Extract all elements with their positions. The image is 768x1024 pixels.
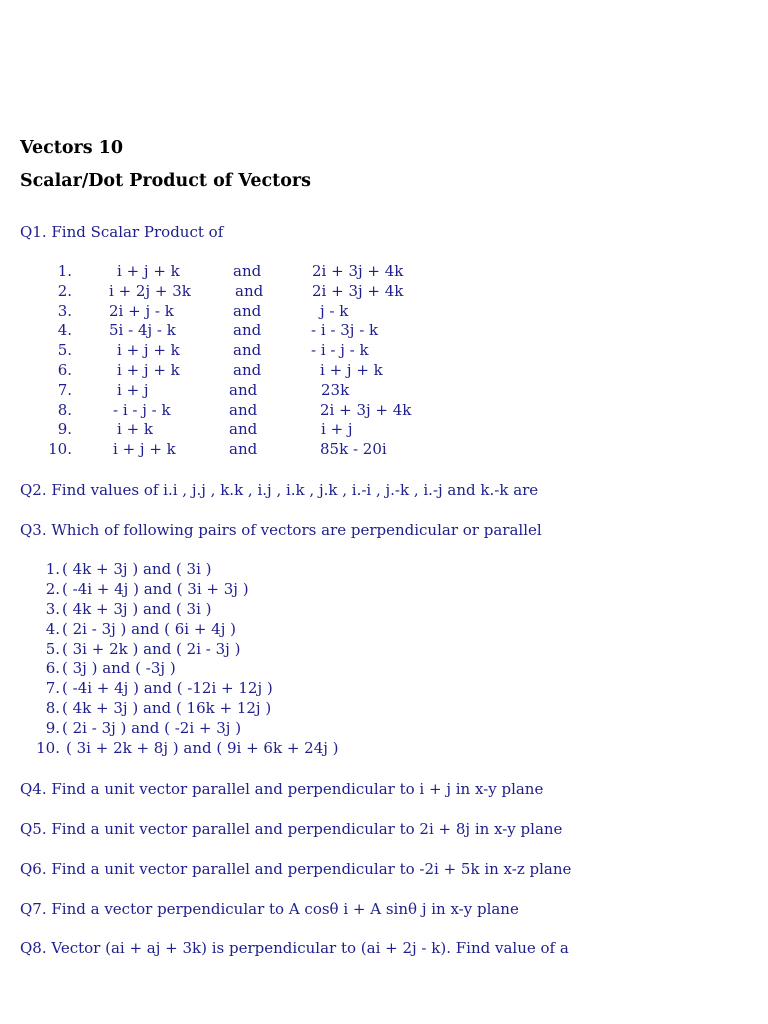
item-number: 1. [57,262,72,280]
conjunction: and [233,262,262,280]
vector-pair: ( 2i - 3j ) and ( 6i + 4j ) [62,619,237,638]
vector-a: 5i - 4j - k [109,321,176,340]
vector-a: i + 2j + 3k [109,281,191,300]
conjunction: and [233,341,262,360]
vector-b: 2i + 3j + 4k [312,262,404,280]
vector-b: 23k [321,380,350,399]
vector-pair: ( 3j ) and ( -3j ) [62,659,176,678]
vector-b: - i - j - k [311,341,369,360]
page-subtitle: Scalar/Dot Product of Vectors [20,171,311,191]
vector-a: 2i + j - k [109,301,174,320]
item-number: 7. [45,679,60,698]
question-3-prompt: Q3. Which of following pairs of vectors are perpendicular or parallel [20,521,542,539]
question-6: Q6. Find a unit vector parallel and perpendicular to -2i + 5k in x-z plane [20,860,572,878]
item-number: 5. [45,639,60,658]
vector-pair: ( -4i + 4j ) and ( -12i + 12j ) [62,679,273,698]
item-number: 3. [57,301,72,320]
vector-pair: ( 4k + 3j ) and ( 16k + 12j ) [62,699,272,718]
page-title: Vectors 10 [20,138,124,158]
vector-pair: ( -4i + 4j ) and ( 3i + 3j ) [62,579,249,598]
conjunction: and [233,360,262,379]
conjunction: and [233,301,262,320]
vector-a: i + j + k [113,440,176,459]
item-number: 4. [45,619,60,638]
question-7: Q7. Find a vector perpendicular to A cosθ i + A sinθ j in x-y plane [20,900,519,918]
vector-a: i + j + k [117,262,180,280]
vector-a: i + j [117,380,149,399]
vector-b: 2i + 3j + 4k [312,281,404,300]
vector-b: - i - 3j - k [311,321,379,340]
item-number: 4. [57,321,72,340]
item-number: 6. [57,360,72,379]
item-number: 8. [57,400,72,419]
item-number: 10. [48,440,72,459]
item-number: 6. [45,659,60,678]
vector-b: j - k [320,301,349,320]
vector-a: i + k [117,420,153,439]
conjunction: and [233,321,262,340]
question-5: Q5. Find a unit vector parallel and perpendicular to 2i + 8j in x-y plane [20,820,563,838]
vector-a: i + j + k [117,341,180,360]
vector-b: 2i + 3j + 4k [320,400,412,419]
vector-pair: ( 4k + 3j ) and ( 3i ) [62,560,212,578]
conjunction: and [229,440,258,459]
vector-b: 85k - 20i [320,440,387,459]
vector-a: i + j + k [117,360,180,379]
list-item [0,439,768,459]
conjunction: and [235,281,264,300]
item-number: 10. [36,739,60,758]
vector-pair: ( 3i + 2k + 8j ) and ( 9i + 6k + 24j ) [66,739,339,758]
item-number: 2. [45,579,60,598]
vector-a: - i - j - k [113,400,171,419]
item-number: 3. [45,599,60,618]
list-item [0,301,768,321]
vector-pair: ( 2i - 3j ) and ( -2i + 3j ) [62,719,242,738]
conjunction: and [229,400,258,419]
question-1-list [0,261,768,459]
question-1-prompt: Q1. Find Scalar Product of [20,223,224,241]
item-number: 1. [45,560,60,578]
list-item [0,360,768,380]
conjunction: and [229,420,258,439]
question-4: Q4. Find a unit vector parallel and perpendicular to i + j in x-y plane [20,780,544,798]
question-8: Q8. Vector (ai + aj + 3k) is perpendicular to (ai + 2j - k). Find value of a [20,939,569,957]
conjunction: and [229,380,258,399]
vector-pair: ( 3i + 2k ) and ( 2i - 3j ) [62,639,241,658]
item-number: 5. [57,341,72,360]
list-item [0,340,768,360]
list-item [0,419,768,439]
vector-b: i + j [321,420,353,439]
item-number: 7. [57,380,72,399]
item-number: 2. [57,281,72,300]
list-item [0,400,768,420]
list-item [0,281,768,301]
vector-pair: ( 4k + 3j ) and ( 3i ) [62,599,212,618]
item-number: 9. [45,719,60,738]
list-item [0,320,768,340]
item-number: 8. [45,699,60,718]
item-number: 9. [57,420,72,439]
list-item [0,380,768,400]
question-2: Q2. Find values of i.i , j.j , k.k , i.j , i.k , j.k , i.-i , j.-k , i.-j and k.-k are [20,481,539,499]
vector-b: i + j + k [320,360,383,379]
list-item [0,261,768,281]
